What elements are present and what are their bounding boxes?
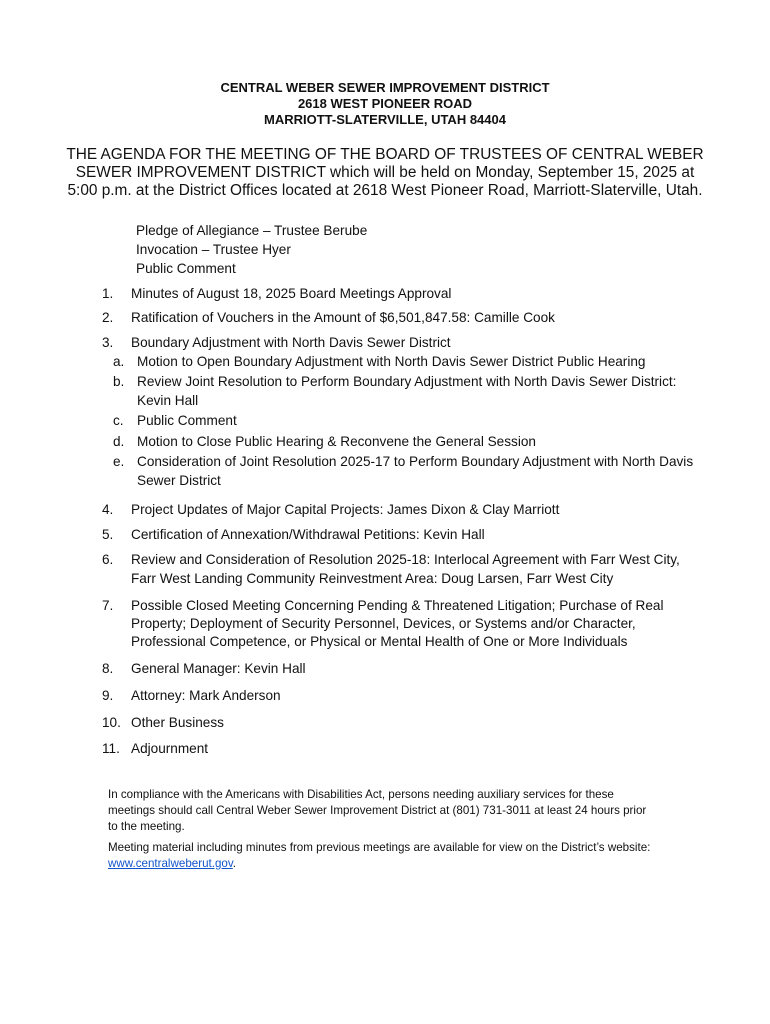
item-text: Adjournment	[131, 741, 209, 756]
item-text: General Manager: Kevin Hall	[131, 661, 306, 676]
sub-item-letter: e.	[113, 454, 125, 469]
item-text: Certification of Annexation/Withdrawal Petitions: Kevin Hall	[131, 527, 485, 542]
item-number: 9.	[102, 688, 114, 703]
item-number: 5.	[102, 527, 114, 542]
ada-notice-line-2: meetings should call Central Weber Sewer Improvement District at (801) 731-3011 at least 24 hours prior	[108, 804, 647, 817]
intro-line-1: THE AGENDA FOR THE MEETING OF THE BOARD OF TRUSTEES OF CENTRAL WEBER	[66, 146, 704, 163]
sub-item-text: Review Joint Resolution to Perform Boundary Adjustment with North Davis Sewer District:	[137, 374, 677, 389]
sub-item-letter: a.	[113, 354, 125, 369]
item-number: 4.	[102, 502, 114, 517]
item-number: 2.	[102, 310, 114, 325]
district-street: 2618 WEST PIONEER ROAD	[297, 96, 473, 111]
sub-item-text: Motion to Close Public Hearing & Reconvene the General Session	[137, 434, 536, 449]
district-name: CENTRAL WEBER SEWER IMPROVEMENT DISTRICT	[220, 80, 550, 95]
item-text: Minutes of August 18, 2025 Board Meetings Approval	[131, 286, 452, 301]
intro-line-2: SEWER IMPROVEMENT DISTRICT which will be held on Monday, September 15, 2025 at	[75, 164, 695, 181]
website-suffix: .	[232, 857, 237, 870]
item-text: Project Updates of Major Capital Projects: James Dixon & Clay Marriott	[131, 502, 560, 517]
intro-line-3: 5:00 p.m. at the District Offices located at 2618 West Pioneer Road, Marriott-Slaterville, Utah.	[67, 182, 703, 199]
sub-item-letter: c.	[113, 413, 124, 428]
website-link[interactable]: www.centralweberut.gov	[108, 857, 233, 870]
materials-notice-line-2	[108, 856, 708, 872]
sub-item-text: Kevin Hall	[137, 393, 199, 408]
item-text: Possible Closed Meeting Concerning Pending & Threatened Litigation; Purchase of Real	[131, 598, 664, 613]
sub-item-letter: d.	[113, 434, 125, 449]
sub-item-text: Public Comment	[137, 413, 237, 428]
materials-notice-line-1: Meeting material including minutes from previous meetings are available for view on the District’s website:	[108, 841, 651, 854]
pledge-item: Pledge of Allegiance – Trustee Berube	[136, 223, 368, 238]
item-text: Ratification of Vouchers in the Amount of $6,501,847.58: Camille Cook	[131, 310, 555, 325]
item-number: 6.	[102, 552, 114, 567]
item-text: Farr West Landing Community Reinvestment Area: Doug Larsen, Farr West City	[131, 571, 614, 586]
public-comment-item: Public Comment	[136, 261, 236, 276]
item-text: Boundary Adjustment with North Davis Sewer District	[131, 335, 451, 350]
item-text: Review and Consideration of Resolution 2025-18: Interlocal Agreement with Farr West City,	[131, 552, 680, 567]
item-number: 3.	[102, 335, 114, 350]
item-number: 10.	[102, 715, 121, 730]
item-number: 7.	[102, 598, 114, 613]
invocation-item: Invocation – Trustee Hyer	[136, 242, 291, 257]
sub-item-text: Consideration of Joint Resolution 2025-17 to Perform Boundary Adjustment with North Davis	[137, 454, 694, 469]
item-text: Property; Deployment of Security Personnel, Devices, or Systems and/or Character,	[131, 616, 636, 631]
item-number: 1.	[102, 286, 114, 301]
district-city: MARRIOTT-SLATERVILLE, UTAH 84404	[264, 112, 506, 127]
ada-notice-line-3: to the meeting.	[108, 820, 185, 833]
ada-notice-line-1: In compliance with the Americans with Disabilities Act, persons needing auxiliary services for these	[108, 788, 614, 801]
sub-item-text: Motion to Open Boundary Adjustment with North Davis Sewer District Public Hearing	[137, 354, 646, 369]
sub-item-text: Sewer District	[137, 473, 221, 488]
item-text: Other Business	[131, 715, 224, 730]
item-number: 8.	[102, 661, 114, 676]
sub-item-letter: b.	[113, 374, 125, 389]
item-text: Attorney: Mark Anderson	[131, 688, 281, 703]
item-text: Professional Competence, or Physical or Mental Health of One or More Individuals	[131, 634, 628, 649]
item-number: 11.	[102, 741, 120, 756]
